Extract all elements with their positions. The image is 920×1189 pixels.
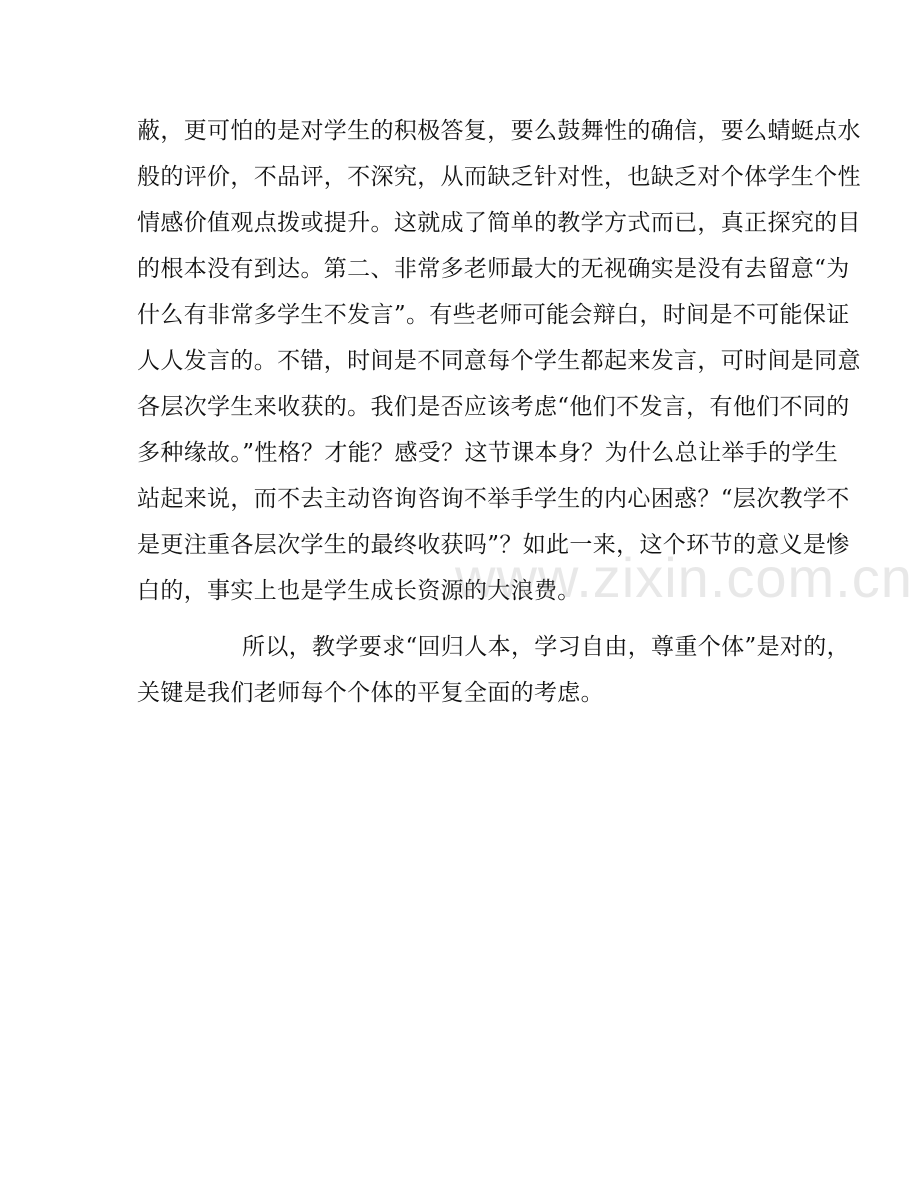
- text-line-10: 是更注重各层次学生的最终收获吗”？如此一来，这个环节的意义是惨: [137, 532, 850, 558]
- text-line-9: 站起来说，而不去主动咨询咨询不举手学生的内心困惑？“层次教学不: [137, 486, 850, 512]
- text-line-11: 白的，事实上也是学生成长资源的大浪费。: [137, 578, 581, 604]
- text-line-8: 多种缘故。”性格？才能？感受？这节课本身？为什么总让举手的学生: [137, 440, 839, 466]
- text-line-2: 般的评价，不品评，不深究，从而缺乏针对性，也缺乏对个体学生个性: [137, 164, 861, 190]
- text-line-1: 蔽，更可怕的是对学生的积极答复，要么鼓舞性的确信，要么蜻蜓点水: [137, 118, 861, 144]
- text-line-12: 所以，教学要求“回归人本，学习自由，尊重个体”是对的，: [242, 634, 850, 660]
- text-line-13: 关键是我们老师每个个体的平复全面的考虑。: [137, 680, 604, 706]
- text-line-4: 的根本没有到达。第二、非常多老师最大的无视确实是没有去留意“为: [137, 256, 850, 282]
- text-line-5: 什么有非常多学生不发言”。有些老师可能会辩白，时间是不可能保证: [137, 302, 850, 328]
- text-line-7: 各层次学生来收获的。我们是否应该考虑“他们不发言，有他们不同的: [137, 394, 850, 420]
- text-line-3: 情感价值观点拨或提升。这就成了简单的教学方式而已，真正探究的目: [137, 210, 861, 236]
- watermark-text: www.zixin.com.cn: [455, 546, 913, 609]
- text-line-6: 人人发言的。不错，时间是不同意每个学生都起来发言，可时间是同意: [137, 348, 861, 374]
